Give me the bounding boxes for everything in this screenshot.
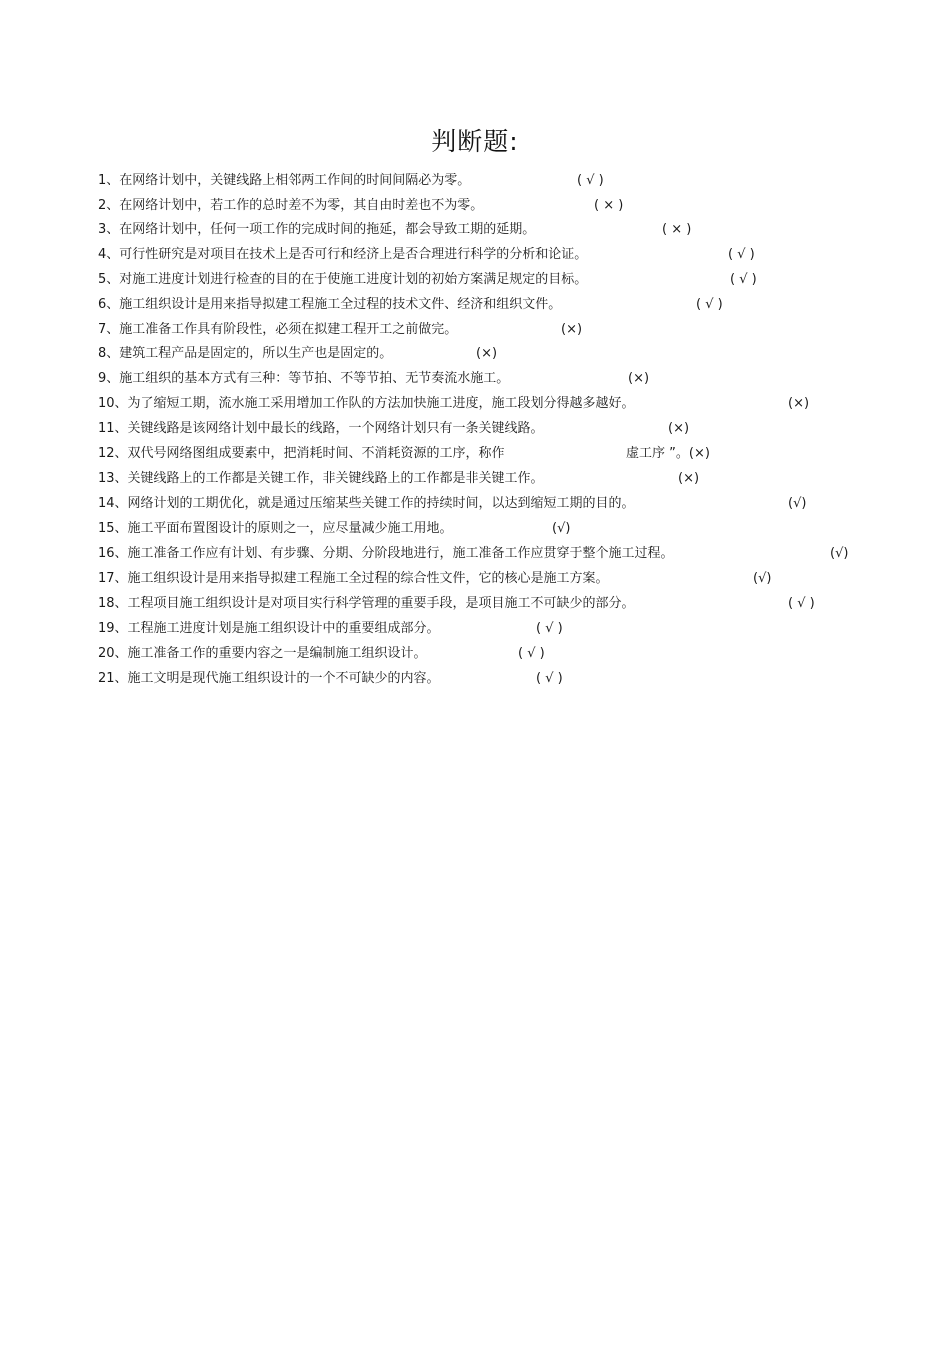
- question-number: 1、: [98, 173, 120, 188]
- question-text: 对施工进度计划进行检查的目的在于使施工进度计划的初始方案满足规定的目标。: [119, 272, 588, 287]
- question-item: [98, 270, 587, 290]
- question-text: 施工准备工作应有计划、有步骤、分期、分阶段地进行，施工准备工作应贯穿于整个施工过程。: [127, 546, 674, 561]
- question-number: 2、: [98, 198, 120, 213]
- question-number: 15、: [98, 521, 128, 536]
- page-title: 判断题:: [431, 127, 519, 156]
- question-answer: (√): [830, 546, 849, 561]
- question-item: [98, 544, 674, 564]
- question-answer: ( × ): [662, 222, 692, 237]
- question-text: 施工组织设计是用来指导拟建工程施工全过程的综合性文件，它的核心是施工方案。: [127, 571, 609, 586]
- question-answer: ( √ ): [788, 596, 815, 611]
- question-answer: ( × ): [594, 198, 624, 213]
- question-number: 20、: [98, 646, 128, 661]
- question-text: 施工准备工作具有阶段性，必须在拟建工程开工之前做完。: [119, 322, 458, 337]
- question-text: 可行性研究是对项目在技术上是否可行和经济上是否合理进行科学的分析和论证。: [119, 247, 588, 262]
- question-item: [98, 469, 544, 489]
- question-answer: (×): [561, 322, 583, 337]
- question-answer: (×): [668, 421, 690, 436]
- question-number: 10、: [98, 396, 128, 411]
- question-number: 17、: [98, 571, 128, 586]
- question-answer: (√): [753, 571, 772, 586]
- question-text: 施工文明是现代施工组织设计的一个不可缺少的内容。: [127, 671, 440, 686]
- question-number: 16、: [98, 546, 128, 561]
- question-text: 在网络计划中，关键线路上相邻两工作间的时间间隔必为零。: [119, 173, 471, 188]
- question-number: 9、: [98, 371, 120, 386]
- question-text: 在网络计划中，任何一项工作的完成时间的拖延，都会导致工期的延期。: [119, 222, 536, 237]
- question-number: 6、: [98, 297, 120, 312]
- question-text: 施工组织的基本方式有三种：等节拍、不等节拍、无节奏流水施工。: [119, 371, 510, 386]
- question-number: 21、: [98, 671, 128, 686]
- question-number: 14、: [98, 496, 128, 511]
- question-number: 3、: [98, 222, 120, 237]
- question-text: 关键线路上的工作都是关键工作，非关键线路上的工作都是非关键工作。: [127, 471, 544, 486]
- question-item: [98, 669, 440, 689]
- question-answer: ( √ ): [518, 646, 545, 661]
- question-text: 施工组织设计是用来指导拟建工程施工全过程的技术文件、经济和组织文件。: [119, 297, 562, 312]
- question-number: 12、: [98, 446, 128, 461]
- question-answer: (×): [476, 346, 498, 361]
- question-item: [98, 320, 457, 340]
- question-answer: (×): [678, 471, 700, 486]
- question-text: 关键线路是该网络计划中最长的线路，一个网络计划只有一条关键线路。: [127, 421, 544, 436]
- question-item: [98, 295, 561, 315]
- question-text: 为了缩短工期，流水施工采用增加工作队的方法加快施工进度，施工段划分得越多越好。: [127, 396, 635, 411]
- question-item: [98, 644, 427, 664]
- question-number: 5、: [98, 272, 120, 287]
- question-answer: ( √ ): [577, 173, 604, 188]
- question-item: [98, 569, 609, 589]
- question-answer: ( √ ): [730, 272, 757, 287]
- question-text: 双代号网络图组成要素中，把消耗时间、不消耗资源的工序，称作: [127, 446, 505, 461]
- question-item: [98, 394, 635, 414]
- question-text: 施工准备工作的重要内容之一是编制施工组织设计。: [127, 646, 427, 661]
- question-text: 施工平面布置图设计的原则之一，应尽量减少施工用地。: [127, 521, 453, 536]
- question-number: 4、: [98, 247, 120, 262]
- question-answer: 虚工序 ”。(×): [626, 446, 710, 461]
- question-answer: (√): [552, 521, 571, 536]
- question-number: 8、: [98, 346, 120, 361]
- question-answer: (√): [788, 496, 807, 511]
- question-text: 网络计划的工期优化，就是通过压缩某些关键工作的持续时间，以达到缩短工期的目的。: [127, 496, 635, 511]
- question-answer: (×): [628, 371, 650, 386]
- question-number: 18、: [98, 596, 128, 611]
- question-answer: ( √ ): [536, 671, 563, 686]
- question-number: 13、: [98, 471, 128, 486]
- question-item: [98, 619, 440, 639]
- question-answer: (×): [788, 396, 810, 411]
- question-item: [98, 594, 635, 614]
- question-item: [98, 245, 587, 265]
- question-answer: ( √ ): [536, 621, 563, 636]
- question-item: [98, 220, 535, 240]
- question-item: [98, 171, 470, 191]
- question-number: 7、: [98, 322, 120, 337]
- question-number: 19、: [98, 621, 128, 636]
- question-text: 建筑工程产品是固定的，所以生产也是固定的。: [119, 346, 393, 361]
- question-text: 工程施工进度计划是施工组织设计中的重要组成部分。: [127, 621, 440, 636]
- question-text: 在网络计划中，若工作的总时差不为零，其自由时差也不为零。: [119, 198, 484, 213]
- question-answer: ( √ ): [728, 247, 755, 262]
- question-text: 工程项目施工组织设计是对项目实行科学管理的重要手段，是项目施工不可缺少的部分。: [127, 596, 635, 611]
- question-item: [98, 344, 392, 364]
- question-item: [98, 369, 509, 389]
- question-item: [98, 444, 505, 464]
- question-item: [98, 494, 635, 514]
- question-item: [98, 196, 483, 216]
- question-number: 11、: [98, 421, 128, 436]
- question-answer: ( √ ): [696, 297, 723, 312]
- question-item: [98, 419, 544, 439]
- question-item: [98, 519, 453, 539]
